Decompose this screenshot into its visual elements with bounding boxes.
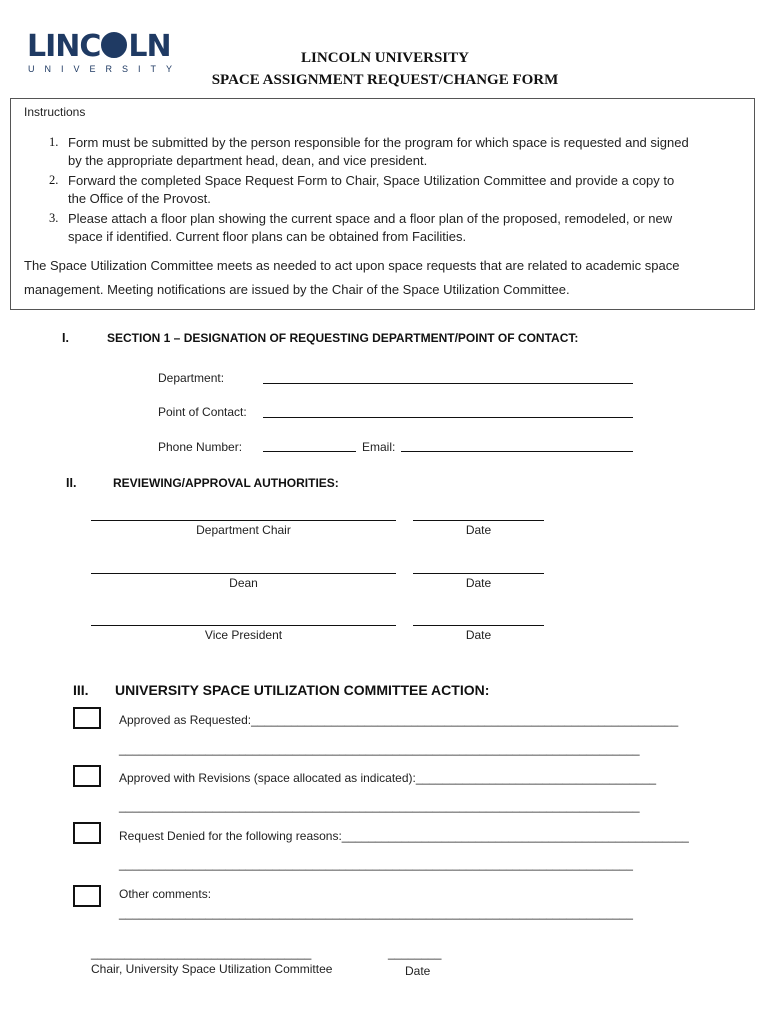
- department-chair-signature-line[interactable]: [91, 520, 396, 521]
- approved-as-requested-checkbox[interactable]: [73, 707, 101, 729]
- section3-title: UNIVERSITY SPACE UTILIZATION COMMITTEE ACTION:: [115, 682, 490, 698]
- date-label: Date: [465, 628, 492, 642]
- instruction-item: Please attach a floor plan showing the current space and a floor plan of the proposed, remodeled, or new space if identified. Current floor plans can be obtained from Facilities.: [68, 211, 673, 244]
- committee-paragraph-line: The Space Utilization Committee meets as needed to act upon space requests that are related to academic space: [24, 258, 680, 273]
- logo-subtitle: UNIVERSITY: [28, 64, 183, 74]
- logo-text-left: LINC: [27, 29, 101, 64]
- section1-title: SECTION 1 – DESIGNATION OF REQUESTING DEPARTMENT/POINT OF CONTACT:: [107, 331, 579, 345]
- section1-number: I.: [62, 331, 69, 345]
- committee-paragraph-line: management. Meeting notifications are issued by the Chair of the Space Utilization Committee.: [24, 282, 570, 297]
- instruction-number: 3.: [49, 211, 59, 225]
- page-subtitle: SPACE ASSIGNMENT REQUEST/CHANGE FORM: [211, 72, 559, 88]
- dean-date-line[interactable]: [413, 573, 544, 574]
- chair-date-line[interactable]: ________: [388, 946, 442, 960]
- request-denied-checkbox[interactable]: [73, 822, 101, 844]
- section2-title: REVIEWING/APPROVAL AUTHORITIES:: [113, 476, 339, 490]
- date-label: Date: [465, 523, 492, 537]
- phone-number-label: Phone Number:: [158, 440, 243, 454]
- instruction-item: Form must be submitted by the person responsible for the program for which space is requested and signed by the appropriate department head, dean, and vice president.: [68, 135, 689, 168]
- point-of-contact-label: Point of Contact:: [158, 405, 247, 419]
- phone-number-field[interactable]: [263, 451, 356, 452]
- chair-signature-label: Chair, University Space Utilization Committee: [91, 962, 333, 976]
- vice-president-date-line[interactable]: [413, 625, 544, 626]
- instruction-number: 2.: [49, 173, 59, 187]
- department-field[interactable]: [263, 383, 633, 384]
- department-chair-label: Department Chair: [196, 523, 291, 537]
- vice-president-label: Vice President: [204, 628, 283, 642]
- section3-number: III.: [73, 682, 89, 698]
- request-denied-label: Request Denied for the following reasons:____________________________________________________: [119, 829, 689, 843]
- other-comments-label: Other comments:: [119, 887, 212, 901]
- chair-signature-line[interactable]: _________________________________: [91, 946, 312, 960]
- point-of-contact-field[interactable]: [263, 417, 633, 418]
- chair-date-label: Date: [405, 964, 431, 978]
- dean-signature-line[interactable]: [91, 573, 396, 574]
- email-field[interactable]: [401, 451, 633, 452]
- department-label: Department:: [158, 371, 225, 385]
- approved-with-revisions-checkbox[interactable]: [73, 765, 101, 787]
- email-label: Email:: [362, 440, 396, 454]
- approved-as-requested-line[interactable]: ______________________________________________________________________________: [119, 742, 640, 756]
- dean-label: Dean: [229, 576, 258, 590]
- approved-with-revisions-line[interactable]: ______________________________________________________________________________: [119, 799, 640, 813]
- other-comments-line[interactable]: _____________________________________________________________________________: [119, 906, 633, 920]
- page-title: LINCOLN UNIVERSITY: [301, 50, 469, 66]
- instruction-item: Forward the completed Space Request Form to Chair, Space Utilization Committee and provide a copy to the Office of the Provost.: [68, 173, 675, 206]
- instructions-heading: Instructions: [24, 105, 86, 119]
- section2-number: II.: [66, 476, 77, 490]
- approved-as-requested-label: Approved as Requested:________________________________________________________________: [119, 713, 679, 727]
- instruction-number: 1.: [49, 135, 59, 149]
- vice-president-signature-line[interactable]: [91, 625, 396, 626]
- request-denied-line[interactable]: _____________________________________________________________________________: [119, 857, 633, 871]
- department-chair-date-line[interactable]: [413, 520, 544, 521]
- approved-with-revisions-label: Approved with Revisions (space allocated as indicated):____________________________________: [119, 771, 657, 785]
- other-comments-checkbox[interactable]: [73, 885, 101, 907]
- logo-text-right: LN: [128, 29, 171, 64]
- date-label: Date: [465, 576, 492, 590]
